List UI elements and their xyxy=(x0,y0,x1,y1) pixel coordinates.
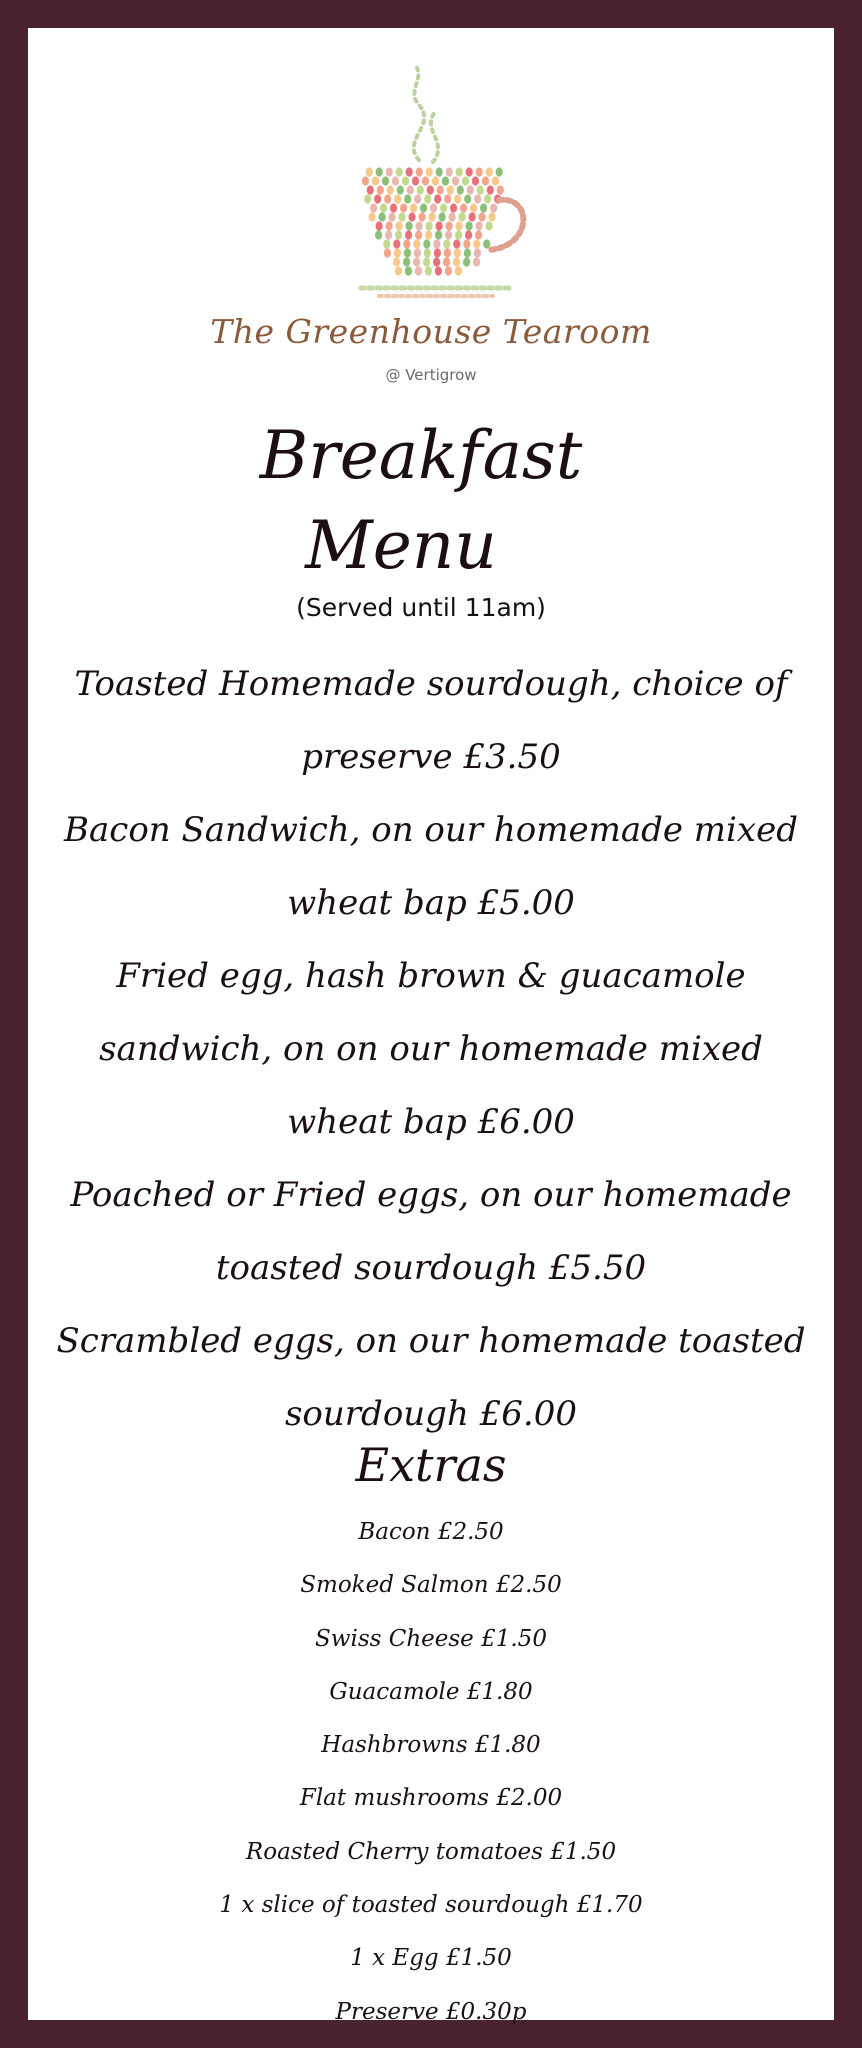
cup-dot xyxy=(464,194,471,203)
extra-item: Preserve £0.30p xyxy=(335,1998,527,2025)
cup-dot xyxy=(414,248,421,257)
cup-dot xyxy=(447,185,454,194)
cup-dot xyxy=(482,176,489,185)
cup-dot xyxy=(436,221,443,230)
cup-dot xyxy=(426,167,433,176)
cup-dot xyxy=(405,230,412,239)
cup-dot xyxy=(483,239,490,248)
cup-dot xyxy=(393,239,400,248)
cup-dot xyxy=(474,248,481,257)
cup-dot xyxy=(467,185,474,194)
cup-dot xyxy=(412,176,419,185)
cup-dot xyxy=(477,185,484,194)
cup-dot xyxy=(473,257,480,266)
cup-dot xyxy=(473,239,480,248)
cup-dot xyxy=(464,248,471,257)
cup-dot xyxy=(446,167,453,176)
cup-dot xyxy=(440,203,447,212)
extra-item: 1 x Egg £1.50 xyxy=(350,1945,512,1972)
cup-dot xyxy=(402,176,409,185)
cup-dot xyxy=(404,194,411,203)
cup-dot xyxy=(453,239,460,248)
cup-dot xyxy=(456,221,463,230)
menu-title-line2: Menu xyxy=(305,507,497,584)
cup-dot xyxy=(370,203,377,212)
cup-dot xyxy=(423,257,430,266)
cup-dot xyxy=(403,257,410,266)
cup-dot xyxy=(443,257,450,266)
cup-dot xyxy=(452,176,459,185)
breakfast-items xyxy=(28,648,834,1451)
cup-dot xyxy=(429,212,436,221)
cup-dot xyxy=(406,221,413,230)
cup-dot xyxy=(476,221,483,230)
cup-dot xyxy=(404,248,411,257)
cup-dot xyxy=(470,203,477,212)
cup-dot xyxy=(459,212,466,221)
cup-dot xyxy=(416,221,423,230)
cup-dot xyxy=(474,194,481,203)
cup-dot xyxy=(407,185,414,194)
cup-dot xyxy=(433,257,440,266)
menu-item: Bacon Sandwich, on our homemade mixed wheat bap £5.00 xyxy=(64,810,798,923)
menu-item: Toasted Homemade sourdough, choice of preserve £3.50 xyxy=(74,664,788,777)
cup-dot xyxy=(442,176,449,185)
cup-dot xyxy=(487,185,494,194)
cup-dot xyxy=(395,266,402,275)
cup-dot xyxy=(453,257,460,266)
cup-dot xyxy=(445,230,452,239)
cup-dot xyxy=(400,203,407,212)
cup-dot xyxy=(435,230,442,239)
cup-dot xyxy=(419,212,426,221)
cup-dot xyxy=(446,221,453,230)
cup-dot xyxy=(422,176,429,185)
cup-dot xyxy=(396,167,403,176)
cup-dot xyxy=(364,194,371,203)
cup-dot xyxy=(455,266,462,275)
extra-item: Bacon £2.50 xyxy=(358,1519,504,1545)
cup-dot xyxy=(445,266,452,275)
cup-dot xyxy=(436,167,443,176)
cup-dot xyxy=(435,266,442,275)
cup-dot xyxy=(444,248,451,257)
cup-dot xyxy=(413,239,420,248)
cup-dot xyxy=(377,185,384,194)
cup-dot xyxy=(426,221,433,230)
cup-dot xyxy=(414,194,421,203)
cup-dot xyxy=(466,221,473,230)
cup-dot xyxy=(484,194,491,203)
cup-dot xyxy=(492,176,499,185)
cup-dot xyxy=(490,203,497,212)
cup-dot xyxy=(376,221,383,230)
cup-dot xyxy=(476,167,483,176)
cup-dot xyxy=(376,167,383,176)
cup-dot xyxy=(395,230,402,239)
extra-item: Guacamole £1.80 xyxy=(329,1678,533,1705)
cup-dot xyxy=(465,230,472,239)
cup-dot xyxy=(466,167,473,176)
cup-dot xyxy=(439,212,446,221)
cup-dot xyxy=(403,239,410,248)
cup-dot xyxy=(389,212,396,221)
cup-dot xyxy=(367,185,374,194)
cup-dot xyxy=(463,239,470,248)
cup-dot xyxy=(479,212,486,221)
extra-item: Flat mushrooms £2.00 xyxy=(299,1785,563,1812)
cup-dot xyxy=(497,185,504,194)
cup-dot xyxy=(410,203,417,212)
cup-dot xyxy=(443,239,450,248)
cup-dot xyxy=(434,248,441,257)
extra-item: 1 x slice of toasted sourdough £1.70 xyxy=(219,1892,643,1919)
menu-item: Fried egg, hash brown & guacamole sandwich, on on our homemade mixed wheat bap £6.00 xyxy=(99,956,763,1142)
extra-item: Smoked Salmon £2.50 xyxy=(300,1572,562,1599)
extras-title: Extras xyxy=(355,1438,507,1492)
cup-dot xyxy=(413,257,420,266)
menu-item: Scrambled eggs, on our homemade toasted sourdough £6.00 xyxy=(56,1321,806,1434)
cup-dot xyxy=(392,176,399,185)
cup-dot xyxy=(415,230,422,239)
cup-dot xyxy=(375,230,382,239)
extra-item: Hashbrowns £1.80 xyxy=(321,1732,541,1759)
cup-dot xyxy=(396,221,403,230)
cup-dot xyxy=(454,194,461,203)
cup-dot xyxy=(437,185,444,194)
cup-dot xyxy=(406,167,413,176)
served-note: (Served until 11am) xyxy=(296,593,546,622)
cup-dot xyxy=(420,203,427,212)
cup-dot xyxy=(384,194,391,203)
cup-dot xyxy=(386,221,393,230)
cup-dot xyxy=(430,203,437,212)
cup-dot xyxy=(472,176,479,185)
cup-dot xyxy=(382,176,389,185)
cup-dot xyxy=(387,185,394,194)
extra-item: Swiss Cheese £1.50 xyxy=(315,1625,547,1652)
cup-dot xyxy=(480,203,487,212)
cup-dot xyxy=(427,185,434,194)
cup-dot xyxy=(456,167,463,176)
cup-dot xyxy=(399,212,406,221)
cup-dot xyxy=(366,167,373,176)
menu-item: Poached or Fried eggs, on our homemade toasted sourdough £5.50 xyxy=(70,1175,792,1288)
cup-dot xyxy=(455,230,462,239)
cup-dot xyxy=(454,248,461,257)
brand-subtitle: @ Vertigrow xyxy=(385,366,477,384)
menu-title-line1: Breakfast xyxy=(259,417,583,494)
cup-dot xyxy=(397,185,404,194)
cup-dot xyxy=(486,167,493,176)
cup-dot xyxy=(385,230,392,239)
cup-dot xyxy=(383,239,390,248)
cup-dot xyxy=(417,185,424,194)
cup-dot xyxy=(433,239,440,248)
cup-dot xyxy=(460,203,467,212)
brand-name: The Greenhouse Tearoom xyxy=(210,312,652,351)
cup-dot xyxy=(380,203,387,212)
cup-dot xyxy=(434,194,441,203)
cup-dot xyxy=(463,257,470,266)
cup-dot xyxy=(469,212,476,221)
cup-dot xyxy=(475,230,482,239)
cup-dot xyxy=(425,266,432,275)
menu-card xyxy=(28,28,834,2025)
cup-dot xyxy=(450,203,457,212)
cup-dot xyxy=(374,194,381,203)
cup-dot xyxy=(394,194,401,203)
cup-dot xyxy=(444,194,451,203)
cup-dot xyxy=(425,230,432,239)
cup-dot xyxy=(362,176,369,185)
cup-dot xyxy=(423,239,430,248)
cup-dot xyxy=(432,176,439,185)
cup-dot xyxy=(449,212,456,221)
cup-dot xyxy=(415,266,422,275)
cup-dot xyxy=(496,167,503,176)
cup-dot xyxy=(372,176,379,185)
cup-dot xyxy=(486,221,493,230)
cup-dot xyxy=(379,212,386,221)
teacup-icon xyxy=(301,50,561,310)
cup-dot xyxy=(405,266,412,275)
extras-list xyxy=(28,1506,834,2039)
cup-dot xyxy=(390,203,397,212)
cup-dot xyxy=(384,248,391,257)
cup-dot xyxy=(369,212,376,221)
cup-dot xyxy=(424,248,431,257)
cup-dot xyxy=(457,185,464,194)
cup-dot xyxy=(424,194,431,203)
extra-item: Roasted Cherry tomatoes £1.50 xyxy=(245,1838,617,1865)
cup-dot xyxy=(416,167,423,176)
cup-dot xyxy=(462,176,469,185)
cup-dot xyxy=(386,167,393,176)
cup-dot xyxy=(394,248,401,257)
cup-dot xyxy=(489,212,496,221)
cup-dot xyxy=(393,257,400,266)
cup-dot xyxy=(409,212,416,221)
logo xyxy=(28,50,834,400)
